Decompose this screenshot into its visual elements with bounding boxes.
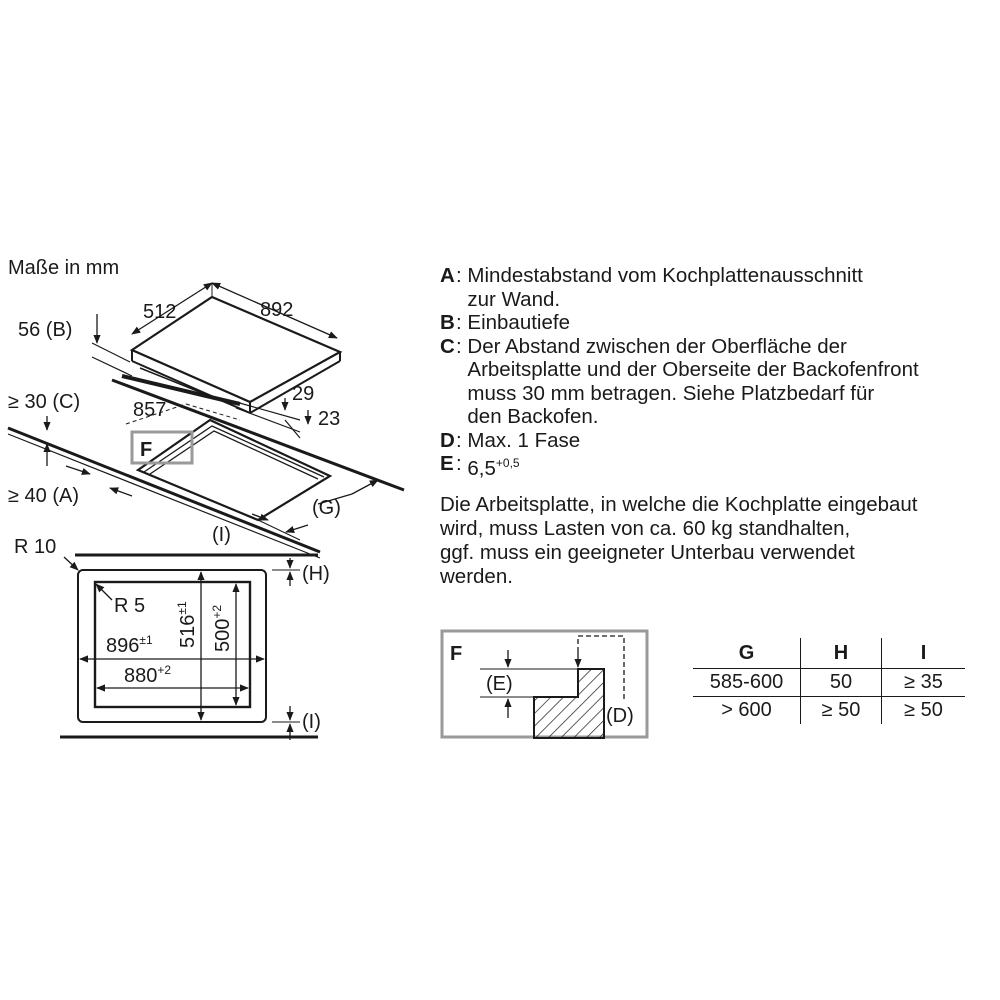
table-row	[693, 697, 965, 725]
worktop-section-hatched	[534, 669, 604, 738]
legend-text: Der Abstand zwischen der Oberfläche der	[467, 334, 847, 358]
table-cell: ≥ 35	[882, 669, 966, 697]
legend-text: 6,5	[467, 457, 496, 480]
dim-892-label: 892	[260, 299, 294, 321]
table-header: G	[693, 638, 801, 669]
legend-text: Arbeitsplatte und der Oberseite der Backofenfront	[467, 358, 919, 381]
legend-text: Mindestabstand vom Kochplattenausschnitt	[467, 264, 863, 287]
legend-key: B	[440, 311, 455, 334]
table-cell: > 600	[721, 699, 772, 721]
dim-line-a	[66, 466, 90, 474]
legend-text: Max. 1 Fase	[467, 428, 581, 452]
detail-f-label: F	[140, 439, 153, 461]
table-cell: ≥ 50	[801, 697, 882, 725]
dim-a-label: ≥ 40 (A)	[8, 485, 79, 507]
detail-e-label: (E)	[486, 673, 513, 695]
units-label: Maße in mm	[8, 257, 120, 279]
legend-item-c: C : Der Abstand zwischen der Oberfläche der Arbeitsplatte und der Oberseite der Backofenfront muss 30 mm betragen. Siehe Platzbedarf für den Backofen.	[440, 335, 995, 429]
note-line: Die Arbeitsplatte, in welche die Kochplatte eingebaut	[440, 493, 918, 516]
worktop-cutout	[138, 420, 330, 520]
dim-29-label: 29	[292, 383, 315, 405]
table-cell: 50	[801, 669, 882, 697]
clearance-table	[693, 638, 965, 724]
r5-label: R 5	[114, 595, 146, 617]
legend-text: den Backofen.	[467, 405, 599, 428]
table-header-row	[693, 638, 965, 669]
load-note	[440, 493, 1000, 589]
legend-item-a: A : Mindestabstand vom Kochplattenausschnitt zur Wand.	[440, 264, 995, 311]
dim-i-label: (I)	[212, 524, 231, 546]
dim-c-label: ≥ 30 (C)	[8, 391, 81, 413]
detail-d-label: (D)	[606, 705, 634, 727]
legend-superscript: +0,5	[495, 456, 520, 470]
dim-500-label: $500^{+2}$	[210, 604, 234, 652]
table-row	[693, 669, 965, 697]
dim-g-label: (G)	[312, 497, 341, 519]
cutout-dim-i-label: (I)	[302, 711, 321, 733]
dim-516-label: $516^{\pm 1}$	[175, 601, 199, 648]
dim-896-label: $896^{\pm 1}$	[106, 633, 153, 657]
dim-h-label: (H)	[302, 563, 330, 585]
dim-512-label: 512	[143, 301, 177, 323]
legend	[440, 264, 995, 481]
legend-key: D	[440, 428, 455, 452]
legend-key: A	[440, 264, 455, 287]
table-header: I	[882, 638, 966, 669]
dim-880-label: $880^{+2}$	[124, 663, 172, 687]
table-cell: ≥ 50	[882, 697, 966, 725]
detail-f-title: F	[450, 643, 463, 665]
legend-key: E	[440, 452, 454, 475]
dim-b-label: 56 (B)	[18, 319, 73, 341]
table-header: H	[801, 638, 882, 669]
legend-key: C	[440, 334, 455, 358]
note-line: ggf. muss ein geeigneter Unterbau verwendet	[440, 541, 855, 564]
legend-item-d: D : Max. 1 Fase	[440, 429, 995, 453]
legend-item-b: B : Einbautiefe	[440, 311, 995, 335]
note-line: wird, muss Lasten von ca. 60 kg standhalten,	[440, 517, 851, 540]
legend-item-e: E : $6,5^{+0,5}$	[440, 452, 520, 480]
legend-text: muss 30 mm betragen. Siehe Platzbedarf für	[467, 381, 875, 405]
legend-text: zur Wand.	[467, 287, 561, 311]
dim-857-label: 857	[133, 399, 167, 421]
dim-23-label: 23	[318, 408, 341, 430]
legend-text: Einbautiefe	[467, 311, 570, 334]
note-line: werden.	[440, 565, 513, 588]
table-cell: 585-600	[693, 669, 801, 697]
r10-label: R 10	[14, 536, 57, 558]
